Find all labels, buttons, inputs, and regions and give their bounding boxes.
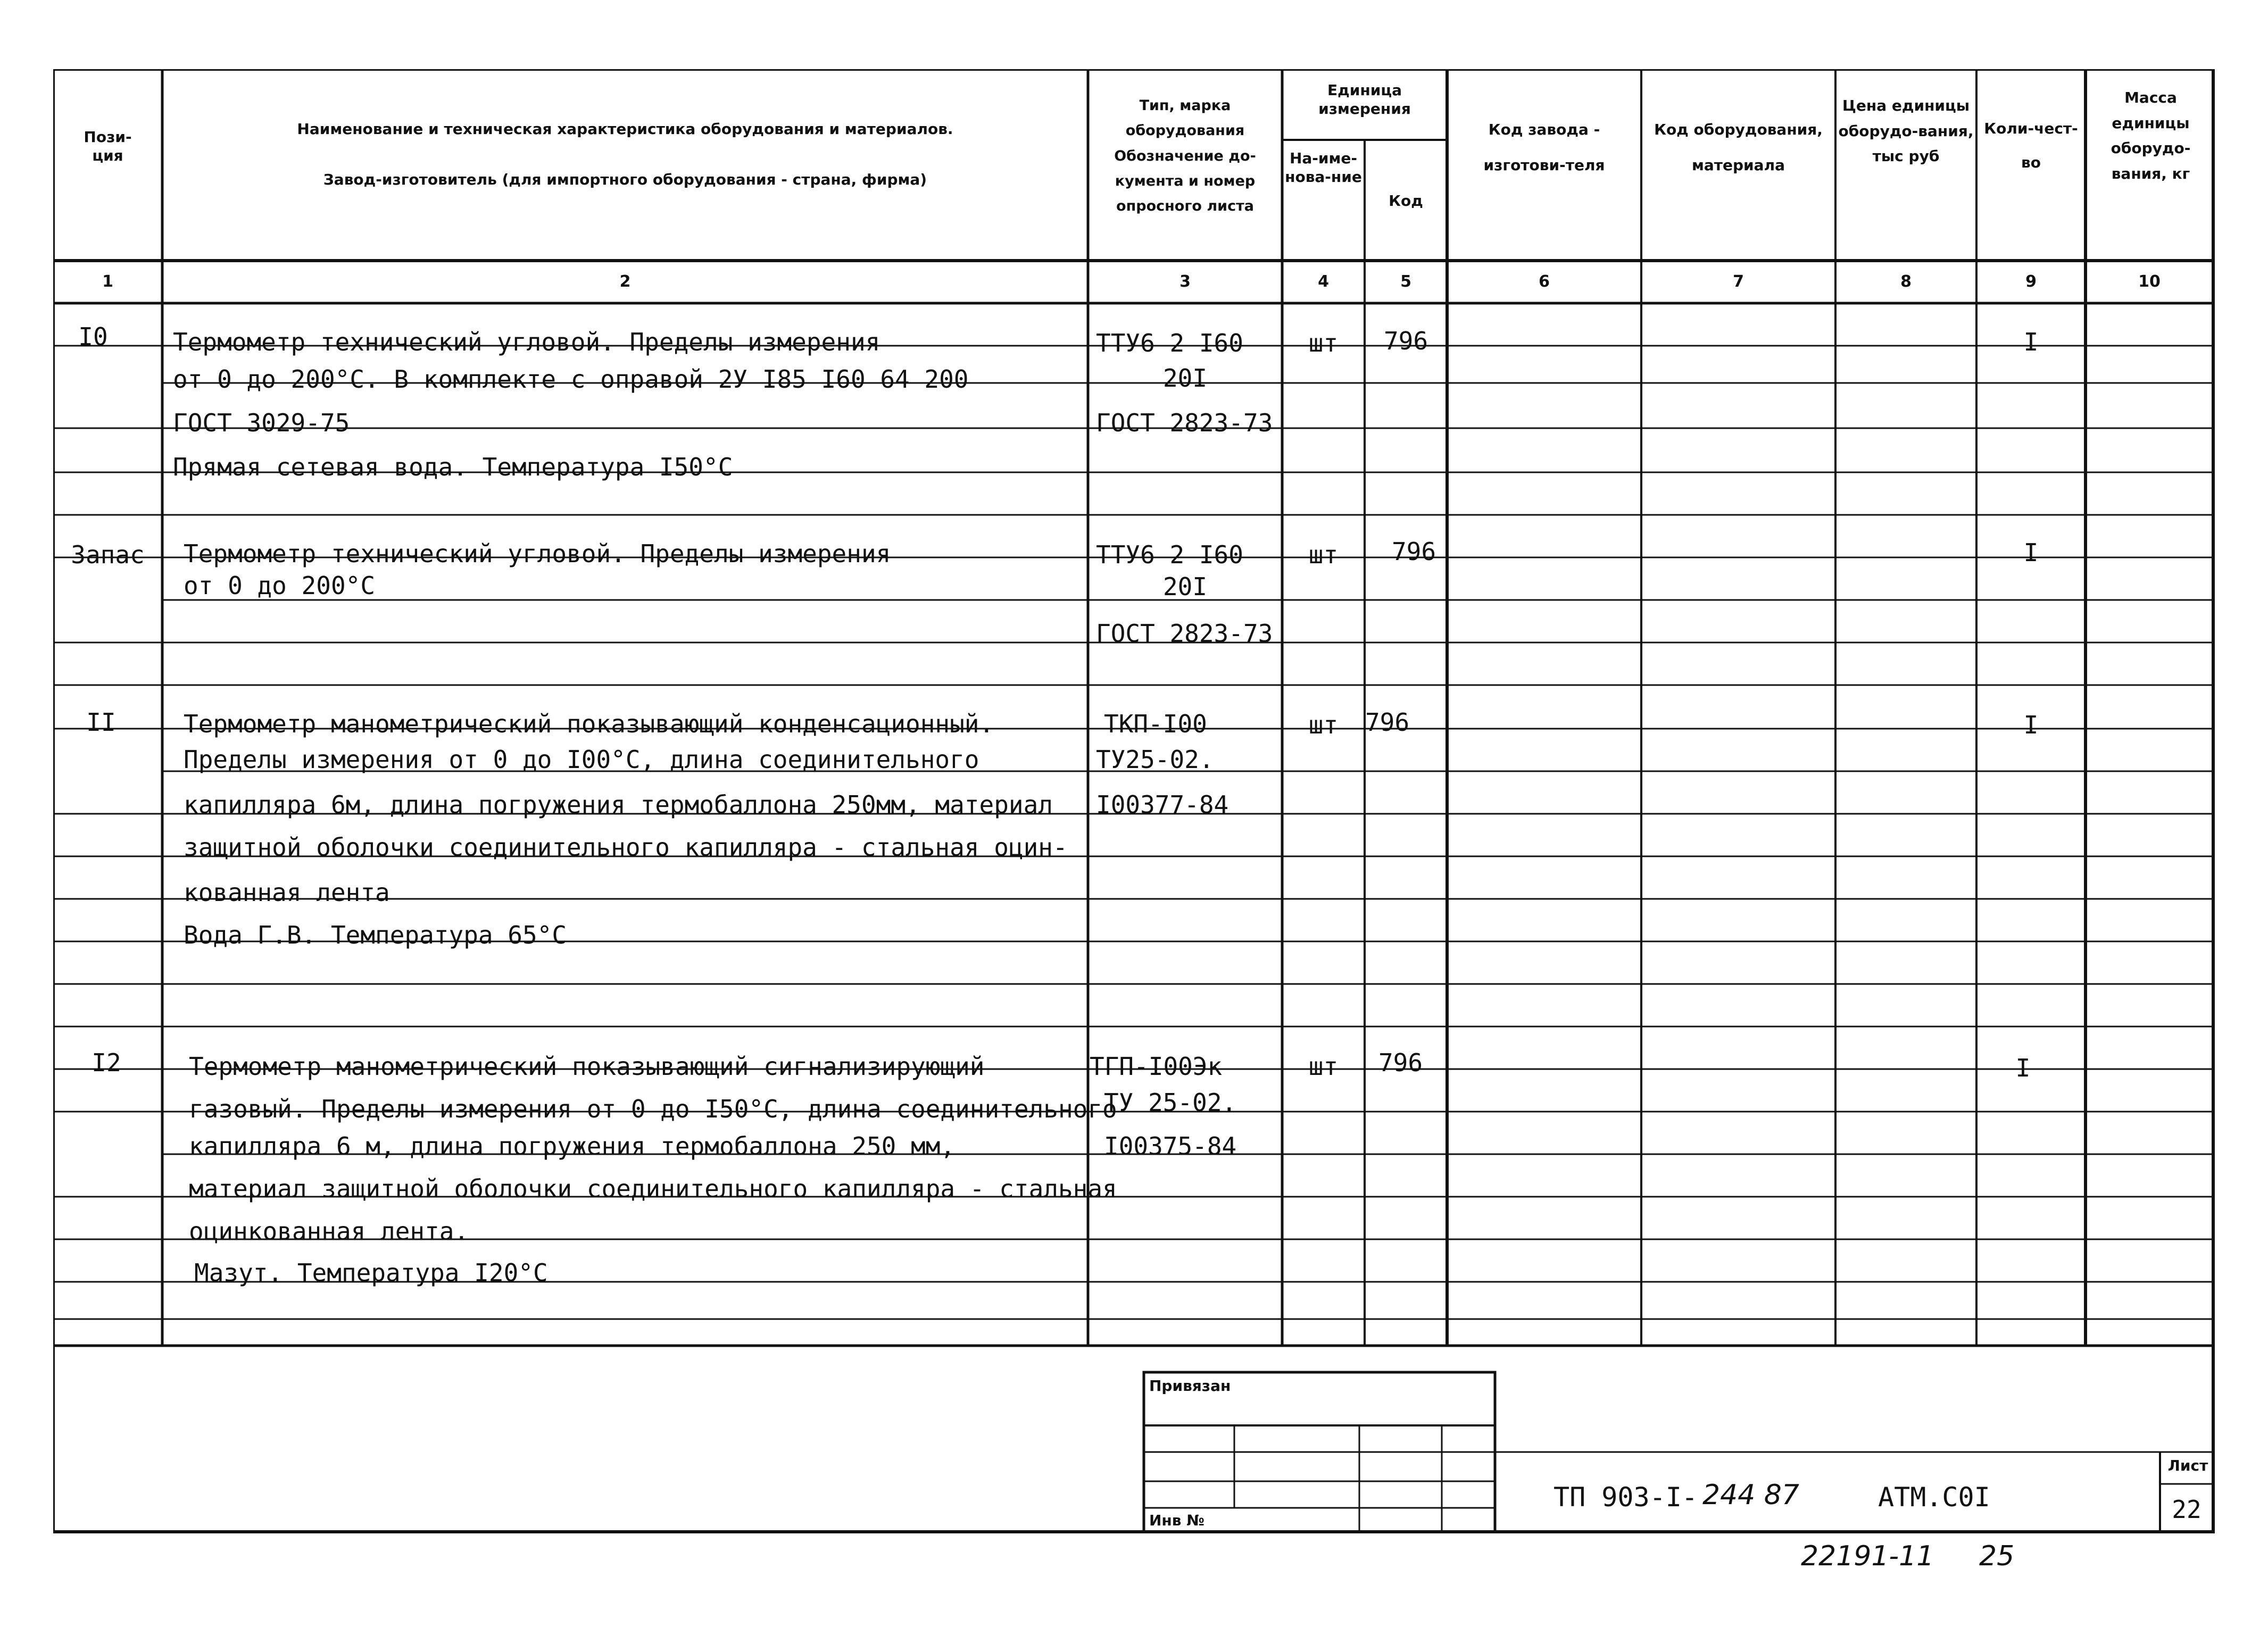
header-name-line1: Наименование и техническая характеристика оборудования и материалов. (297, 120, 953, 138)
col-number-9: 9 (2025, 272, 2037, 291)
entry-line: Термометр манометрический показывающий конденсационный. (184, 710, 994, 738)
entry-unit: шт (1308, 711, 1339, 739)
entry-line: кованная лента (184, 878, 390, 907)
col-number-7: 7 (1733, 272, 1744, 291)
entry-line: материал защитной оболочки соединительного капилляра - стальная (189, 1174, 1117, 1203)
entry-unit-code: 796 (1365, 708, 1410, 737)
entry-unit: шт (1308, 540, 1339, 569)
entry-line: от 0 до 200°С. В комплекте с оправой 2У I85 I60 64 200 (173, 365, 969, 394)
entry-type: ТКП-I00 (1104, 710, 1207, 738)
entry-line: газовый. Пределы измерения от 0 до I50°С, длина соединительного (189, 1095, 1117, 1123)
entry-line: Мазут. Температура I20°С (194, 1258, 548, 1287)
entry-line: оцинкованная лента. (189, 1217, 469, 1246)
entry-type: ТГП-I00Эк (1090, 1052, 1223, 1081)
entry-quantity: I (2023, 538, 2039, 567)
stamp-sheet-label: Лист (2167, 1457, 2208, 1474)
entry-position: I2 (92, 1048, 121, 1077)
header-unit-name: На-име-нова-ние (1285, 149, 1362, 186)
entry-line: Пределы измерения от 0 до I00°С, длина соединительного (184, 745, 979, 774)
entry-type: ТТУ6 2 I60 (1096, 540, 1243, 569)
col-number-6: 6 (1539, 272, 1550, 291)
stamp-document-mark: АТМ.С0I (1878, 1482, 1990, 1513)
entry-type: I00377-84 (1096, 790, 1229, 819)
entry-type: ГОСТ 2823-73 (1096, 408, 1273, 437)
stamp-document-code: ТП 903-I- (1553, 1482, 1698, 1513)
header-type: Тип, марка оборудования Обозначение до-кумента и номер опросного листа (1114, 97, 1256, 214)
entry-line: капилляра 6 м, длина погружения термобаллона 250 мм, (189, 1132, 956, 1161)
col-number-1: 1 (102, 272, 113, 291)
entry-line: Термометр манометрический показывающий сигнализирующий (189, 1052, 985, 1081)
col-number-2: 2 (619, 272, 631, 291)
entry-line: Термометр технический угловой. Пределы измерения (173, 328, 880, 356)
entry-quantity: I (2023, 711, 2039, 739)
entry-unit-code: 796 (1383, 327, 1428, 355)
header-factory-code: Код завода - изготови-теля (1483, 121, 1605, 174)
col-number-4: 4 (1318, 272, 1329, 291)
footer-handwritten-number: 22191-11 (1801, 1540, 1934, 1572)
footer-handwritten-page: 25 (1979, 1540, 2015, 1572)
entry-position: Запас (71, 540, 145, 569)
entry-line: Вода Г.В. Температура 65°С (184, 921, 567, 949)
header-quantity: Коли-чест-во (1984, 120, 2078, 172)
entry-type: ТУ 25-02. (1104, 1088, 1237, 1117)
entry-line: Прямая сетевая вода. Температура I50°С (173, 453, 733, 481)
entry-unit-code: 796 (1378, 1048, 1423, 1077)
header-mass: Масса единицы оборудо-вания, кг (2111, 89, 2191, 182)
entry-quantity: I (2015, 1054, 2031, 1082)
entry-type: 20I (1162, 364, 1208, 393)
entry-position: II (86, 708, 116, 737)
header-unit: Единица измерения (1318, 81, 1411, 118)
entry-unit: шт (1308, 329, 1339, 357)
entry-type: ТТУ6 2 I60 (1096, 329, 1243, 357)
entry-unit-code: 796 (1391, 537, 1436, 566)
header-name-line2: Завод-изготовитель (для импортного оборудования - страна, фирма) (323, 171, 927, 188)
col-number-3: 3 (1179, 272, 1191, 291)
stamp-sheet-number: 22 (2172, 1495, 2201, 1524)
entry-type: ГОСТ 2823-73 (1096, 619, 1273, 648)
entry-unit: шт (1308, 1052, 1339, 1081)
entry-line: защитной оболочки соединительного капилляра - стальная оцин- (184, 833, 1068, 862)
stamp-bound-label: Привязан (1149, 1377, 1231, 1395)
header-unit-code: Код (1389, 192, 1423, 210)
entry-type: ТУ25-02. (1096, 745, 1214, 774)
spec-sheet (53, 69, 2224, 1542)
entry-line: ГОСТ 3029-75 (173, 408, 350, 437)
stamp-document-code-handwritten: 244 87 (1702, 1479, 1799, 1511)
stamp-inventory-label: Инв № (1149, 1512, 1204, 1529)
header-price: Цена единицы оборудо-вания, тыс руб (1838, 97, 1974, 165)
entry-position: I0 (78, 322, 108, 351)
col-number-5: 5 (1400, 272, 1411, 291)
col-number-8: 8 (1900, 272, 1912, 291)
entry-type: 20I (1162, 572, 1208, 601)
header-position: Пози- ция (84, 128, 132, 164)
entry-type: I00375-84 (1104, 1132, 1237, 1161)
entry-line: от 0 до 200°С (184, 571, 376, 600)
entry-line: капилляра 6м, длина погружения термобаллона 250мм, материал (184, 790, 1053, 819)
entry-quantity: I (2023, 328, 2039, 356)
header-equipment-code: Код оборудования, материала (1654, 121, 1823, 174)
entry-line: Термометр технический угловой. Пределы измерения (184, 539, 891, 568)
col-number-10: 10 (2138, 272, 2161, 291)
